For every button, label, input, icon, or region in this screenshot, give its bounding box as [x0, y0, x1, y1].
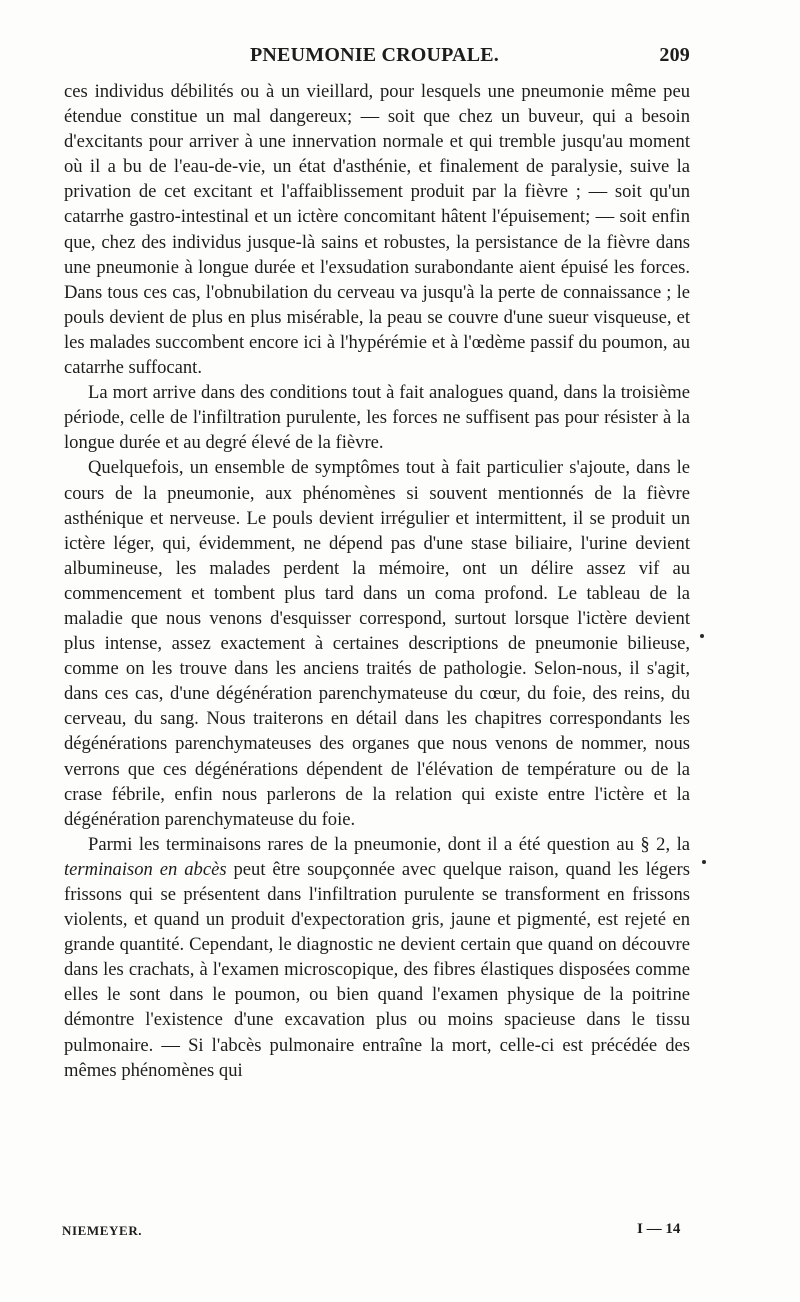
running-head [250, 44, 690, 72]
italic-phrase: terminaison en abcès [64, 858, 227, 880]
paragraph [64, 79, 690, 380]
text-run: Parmi les terminaisons rares de la pneumonie, dont il a été question au § 2, la [88, 833, 690, 855]
printer-signature: I — 14 [637, 1221, 681, 1237]
body-text [64, 79, 690, 1083]
page-number: 209 [659, 44, 690, 66]
signature-line [62, 1223, 690, 1243]
text-run: La mort arrive dans des conditions tout à fait analogues quand, dans la troisième période, celle de l'infiltration purulente, les forces ne suffisent pas pour résister à la longue durée et au degré élevé de la fièvre. [64, 382, 690, 454]
text-run: peut être soupçonnée avec quelque raison, quand les légers frissons qui se présentent dans l'infiltration purulente se transforment en frissons violents, et quand un produit d'expectoration gris, jaune et pigmenté, est rejeté en grande quantité. Cependant, le diagnostic ne devient certain que quand on découvre dans les crachats, à l'examen microscopique, des fibres élastiques disposées comme elles le sont dans le poumon, ou bien quand l'examen physique de la poitrine démontre l'existence d'une excavation plus ou moins spacieuse dans le tissu pulmonaire. — Si l'abcès pulmonaire entraîne la mort, celle-ci est précédée des mêmes phénomènes qui [64, 858, 690, 1081]
text-run: Quelquefois, un ensemble de symptômes tout à fait particulier s'ajoute, dans le cours de la pneumonie, aux phénomènes si souvent mentionnés de la fièvre asthénique et nerveuse. Le pouls devient irrégulier et intermittent, il se produit un ictère léger, qui, évidemment, ne dépend pas d'une stase biliaire, l'urine devient albumineuse, les malades perdent la mémoire, ont un délire assez vif au commencement et tombent plus tard dans un coma profond. Le tableau de la maladie que nous venons d'esquisser correspond, surtout lorsque l'ictère devient plus intense, assez exactement à certaines descriptions de pneumonie bilieuse, comme on les trouve dans les anciens traités de pathologie. Selon-nous, il s'agit, dans ces cas, d'une dégénération parenchymateuse du cœur, du foie, des reins, du cerveau, du sang. Nous traiterons en détail dans les chapitres correspondants les dégénérations parenchymateuses des organes que nous venons de nommer, nous verrons que ces dégénérations dépendent de l'élévation de température ou de la crase fébrile, enfin nous parlerons de la relation qui existe entre l'ictère et la dégénération parenchymateuse du foie. [64, 457, 690, 830]
paragraph [64, 380, 690, 455]
paragraph [64, 455, 690, 831]
text-run: ces individus débilités ou à un vieillard, pour lesquels une pneumonie même peu étendue constitue un mal dangereux; — soit que chez un buveur, qui a besoin d'excitants pour arriver à une innervation normale et qui tremble jusqu'au moment où il a bu de l'eau-de-vie, un état d'asthénie, et finalement de paralysie, suive la privation de cet excitant et l'affaiblissement produit par la fièvre ; — soit qu'un catarrhe gastro-intestinal et un ictère concomitant hâtent l'épuisement; — soit enfin que, chez des individus jusque-là sains et robustes, la persistance de la fièvre dans une pneumonie à longue durée et l'exsudation surabondante aient épuisé les forces. Dans tous ces cas, l'obnubilation du cerveau va jusqu'à la perte de connaissance ; le pouls devient de plus en plus misérable, la peau se couvre d'une sueur visqueuse, et les malades succombent encore ici à l'hypérémie et à l'œdème passif du poumon, au catarrhe suffocant. [64, 81, 690, 379]
ink-speck [702, 860, 706, 864]
paragraph [64, 832, 690, 1083]
ink-speck [700, 634, 704, 638]
chapter-title: PNEUMONIE CROUPALE. [250, 44, 499, 66]
author-name: NIEMEYER. [62, 1223, 143, 1238]
